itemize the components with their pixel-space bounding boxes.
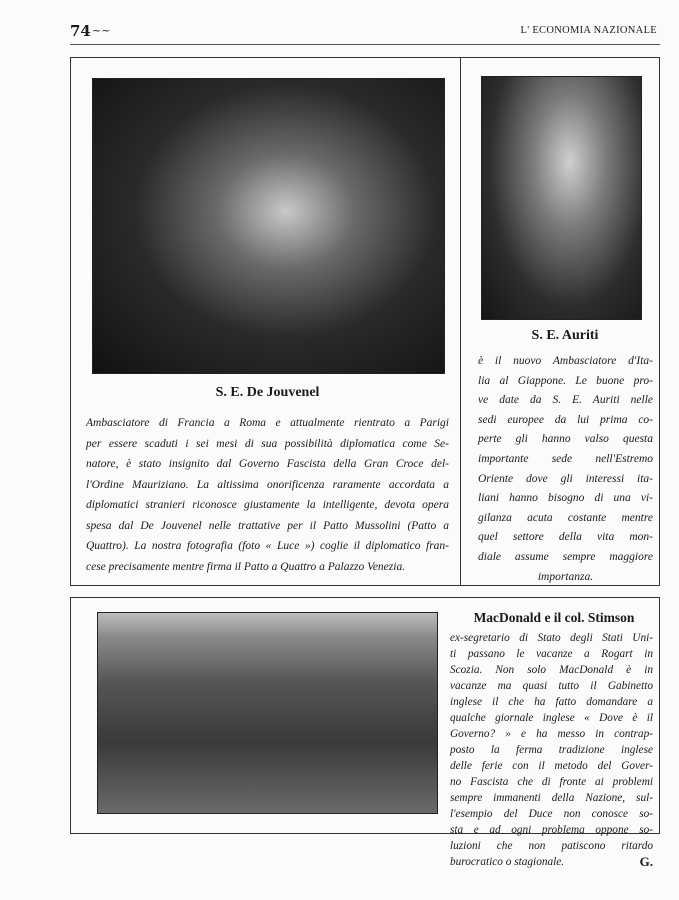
- text-line: vacanze ma quasi tutto il Gabinetto: [450, 680, 653, 692]
- article-body: [86, 413, 449, 577]
- text-line: è il nuovo Ambasciatore d'Ita-: [478, 355, 653, 367]
- text-line: lia al Giappone. Le buone pro-: [478, 374, 653, 387]
- text-line: natore, è stato insignito dal Governo Fascista della Gran Croce del-: [86, 458, 449, 470]
- header-rule: [70, 44, 660, 45]
- text-line: Oriente dove gli interessi ita-: [478, 472, 653, 485]
- text-line: Quattro). La nostra fotografia (foto « Luce ») coglie il diplomatico fran-: [86, 540, 449, 552]
- photo-auriti: [481, 76, 642, 320]
- text-line: delle ferie con il metodo del Gover-: [450, 760, 653, 772]
- article-body: [478, 352, 653, 587]
- article-title: S. E. De Jouvenel: [215, 385, 320, 400]
- text-line: inglese il che ha fatto domandare a: [450, 696, 653, 708]
- last-line-with-signature: [450, 854, 653, 870]
- text-line: quel settore della vita mon-: [478, 531, 653, 544]
- text-line: ex-segretario di Stato degli Stati Uni-: [450, 632, 653, 644]
- text-line: diale assume sempre maggiore: [478, 550, 653, 563]
- text-line: sedi europee da lui prima co-: [478, 413, 653, 426]
- text-line: spesa dal De Jouvenel nelle trattative per il Patto Mussolini (Patto a: [86, 519, 449, 532]
- text-line: sta e ad ogni problema oppone so-: [450, 824, 653, 836]
- article-title: S. E. Auriti: [531, 328, 599, 343]
- text-line: qualche giornale inglese « Dove è il: [450, 712, 653, 724]
- text-line: Ambasciatore di Francia a Roma e attualmente rientrato a Parigi: [86, 417, 449, 429]
- text-line: luzioni che non patiscono ritardo: [450, 840, 653, 852]
- text-line: diplomatici stranieri riconosce giustamente la intelligente, devota opera: [86, 499, 449, 511]
- text-line: perte gli hanno valso questa: [478, 433, 653, 446]
- text-line: posto la ferma tradizione inglese: [450, 744, 653, 756]
- text-line: Scozia. Non solo MacDonald è in: [450, 664, 653, 676]
- page-number: 74: [70, 22, 91, 40]
- text-line: importanza.: [537, 570, 594, 583]
- text-line: per essere scaduti i sei mesi di sua possibilità diplomatica come Se-: [86, 437, 449, 450]
- text-line: gilanza acuta costante mentre: [478, 511, 653, 524]
- text-line: burocratico o stagionale.: [450, 856, 565, 868]
- text-line: Governo? » e ha messo in contrap-: [450, 728, 653, 740]
- header-ornament: ~~: [92, 24, 111, 37]
- text-line: liani hanno bisogno di una vi-: [478, 492, 653, 505]
- photo-de-jouvenel-signing: [92, 78, 445, 374]
- author-signature: G.: [639, 854, 653, 869]
- text-line: sempre immanenti della Nazione, sul-: [450, 792, 653, 804]
- text-line: no Fascista che di fronte ai problemi: [450, 776, 653, 788]
- text-line: importante sede nell'Estremo: [478, 452, 653, 465]
- running-title: L' ECONOMIA NAZIONALE: [520, 25, 657, 36]
- column-divider: [460, 57, 461, 585]
- article-body: [450, 630, 653, 870]
- text-line: ve date da S. E. Auriti nelle: [478, 394, 653, 407]
- text-line: cese precisamente mentre firma il Patto a Quattro a Palazzo Venezia.: [86, 560, 406, 573]
- text-line: ti passano le vacanze a Rogart in: [450, 648, 653, 660]
- text-line: l'Ordine Mauriziano. La altissima onorificenza raramente accordata a: [86, 478, 449, 491]
- photo-macdonald-stimson: [97, 612, 438, 814]
- text-line: l'esempio del Duce non conosce so-: [450, 808, 653, 820]
- article-title: MacDonald e il col. Stimson: [473, 610, 635, 625]
